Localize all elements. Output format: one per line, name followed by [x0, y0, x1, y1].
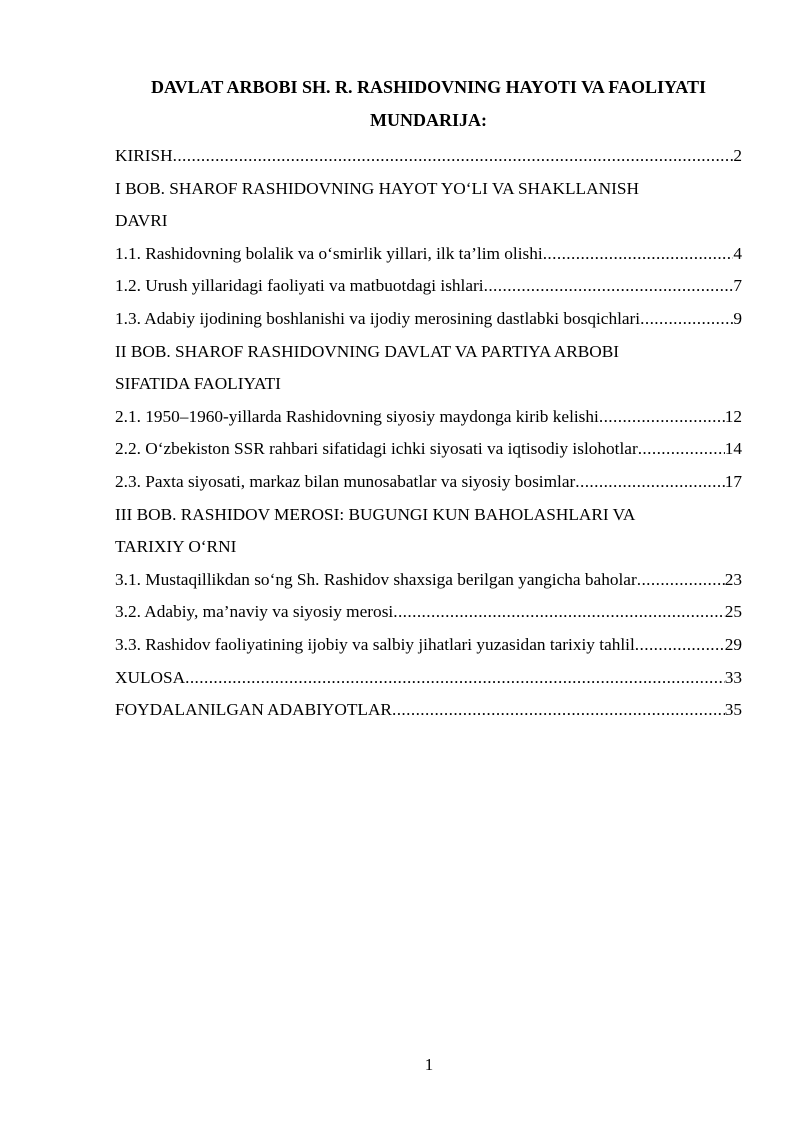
toc-entry-label: 1.2. Urush yillaridagi faoliyati va matbuotdagi ishlari: [115, 276, 484, 296]
chapter-1-heading-cont: DAVRI: [115, 211, 168, 231]
dot-leader: [638, 433, 725, 466]
dot-leader: [392, 694, 725, 727]
toc-entry-1-2: [115, 270, 742, 303]
toc-entry-label: 3.2. Adabiy, ma’naviy va siyosiy merosi: [115, 602, 394, 622]
dot-leader: [173, 140, 734, 173]
toc-entry-label: 2.3. Paxta siyosati, markaz bilan munosabatlar va siyosiy bosimlar: [115, 471, 576, 491]
toc-entry-kirish: [115, 140, 742, 173]
toc-page-number: 9: [733, 308, 742, 328]
chapter-2-heading-cont: SIFATIDA FAOLIYATI: [115, 374, 281, 394]
dot-leader: [543, 238, 734, 271]
toc-page-number: 14: [724, 439, 742, 459]
dot-leader: [484, 270, 734, 303]
toc-entry-label: 2.1. 1950–1960-yillarda Rashidovning siyosiy maydonga kirib kelishi: [115, 406, 599, 426]
toc-entry-1-1: [115, 238, 742, 271]
toc-page-number: 25: [724, 602, 742, 622]
toc-entry-3-2: [115, 596, 742, 629]
dot-leader: [640, 303, 733, 336]
toc-page-number: 17: [724, 471, 742, 491]
toc-page-number: 12: [724, 406, 742, 426]
toc-entry-label: 1.3. Adabiy ijodining boshlanishi va ijodiy merosining dastlabki bosqichlari: [115, 308, 641, 328]
toc-page-number: 33: [724, 667, 742, 687]
toc-page-number: 29: [724, 634, 742, 654]
chapter-3-heading: III BOB. RASHIDOV MEROSI: BUGUNGI KUN BAHOLASHLARI VA: [115, 504, 636, 524]
dot-leader: [575, 466, 724, 499]
toc-entry-label: XULOSA: [115, 667, 186, 687]
toc-entry-3-3: [115, 629, 742, 662]
toc-entry-2-3: [115, 466, 742, 499]
dot-leader: [637, 564, 725, 597]
page-number: 1: [424, 1055, 434, 1074]
toc-entry-adabiyotlar: [115, 694, 742, 727]
toc-page-number: 23: [724, 569, 742, 589]
toc-entry-label: KIRISH: [115, 146, 173, 165]
toc-page-number: 2: [733, 146, 742, 165]
toc-page-number: 4: [733, 243, 742, 263]
toc-entry-label: 3.3. Rashidov faoliyatining ijobiy va salbiy jihatlari yuzasidan tarixiy tahlil: [115, 634, 635, 654]
dot-leader: [393, 596, 724, 629]
toc-entry-2-1: [115, 401, 742, 434]
table-of-contents: [115, 140, 742, 727]
toc-entry-label: 3.1. Mustaqillikdan so‘ng Sh. Rashidov shaxsiga berilgan yangicha baholar: [115, 569, 637, 589]
toc-entry-3-1: [115, 564, 742, 597]
toc-entry-label: 1.1. Rashidovning bolalik va o‘smirlik yillari, ilk ta’lim olishi: [115, 243, 543, 263]
dot-leader: [599, 401, 725, 434]
toc-page-number: 7: [733, 276, 742, 296]
chapter-1-heading: I BOB. SHAROF RASHIDOVNING HAYOT YO‘LI VA SHAKLLANISH: [115, 178, 639, 198]
toc-entry-label: 2.2. O‘zbekiston SSR rahbari sifatidagi ichki siyosati va iqtisodiy islohotlar: [115, 439, 638, 459]
toc-entry-1-3: [115, 303, 742, 336]
chapter-2-heading: II BOB. SHAROF RASHIDOVNING DAVLAT VA PARTIYA ARBOBI: [115, 341, 620, 361]
dot-leader: [635, 629, 725, 662]
dot-leader: [185, 662, 725, 695]
toc-page-number: 35: [724, 700, 742, 720]
toc-entry-label: FOYDALANILGAN ADABIYOTLAR: [115, 700, 392, 720]
toc-entry-2-2: [115, 433, 742, 466]
chapter-3-heading-cont: TARIXIY O‘RNI: [115, 537, 237, 557]
toc-entry-xulosa: [115, 662, 742, 695]
document-title: DAVLAT ARBOBI SH. R. RASHIDOVNING HAYOTI VA FAOLIYATI: [151, 77, 706, 97]
toc-heading: MUNDARIJA:: [370, 110, 487, 130]
